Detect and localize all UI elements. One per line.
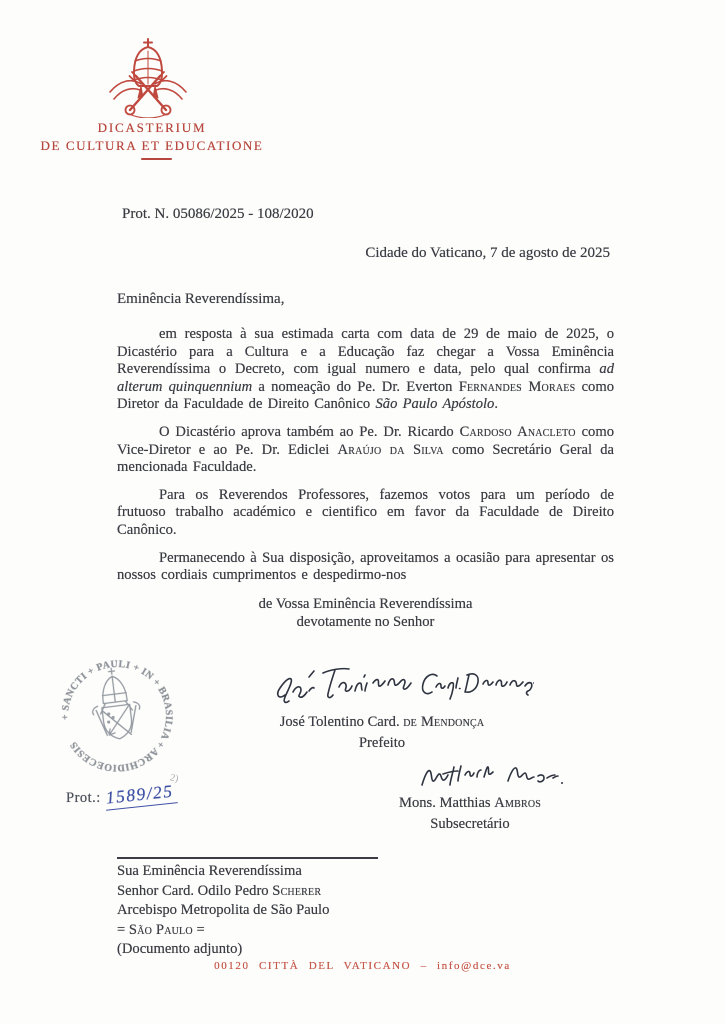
letter-body (117, 326, 614, 632)
stamp-seal-icon (46, 645, 189, 788)
recipient-address (117, 862, 329, 960)
signature-block-subsecretary (370, 793, 570, 835)
closing-line-1: de Vossa Eminência Reverendíssima (258, 595, 473, 612)
footer-address: 00120 CITTÀ DEL VATICANO – info@dce.va (214, 960, 511, 972)
recipient-line-1: Sua Eminência Reverendíssima (117, 863, 302, 879)
recipient-line-3: Arcebispo Metropolita de São Paulo (117, 902, 330, 919)
stamp-protocol-label: Prot.: (66, 790, 101, 806)
salutation: Eminência Reverendíssima, (117, 291, 285, 307)
signature-block-prefect (256, 712, 508, 754)
letterhead (28, 119, 276, 155)
address-divider (117, 857, 378, 859)
pencil-annotation: 2) (168, 772, 180, 785)
handwritten-signature-subsecretary (416, 757, 568, 795)
letterhead-line1: DICASTERIUM (97, 120, 207, 135)
letterhead-divider (141, 158, 172, 160)
recipient-line-4: = São Paulo = (117, 921, 205, 938)
protocol-number: Prot. N. 05086/2025 - 108/2020 (122, 206, 314, 222)
stamp-coat-of-arms (88, 665, 144, 741)
archdiocese-stamp (46, 645, 189, 788)
stamp-ring-text: + SANCTI + PAULI + IN + BRASILIA + ARCHIDIOECESIS (59, 658, 175, 774)
body-paragraph-3: Para os Reverendos Professores, fazemos votos para um período de frutuoso trabalho académico e cientifico em favor da Faculdade de Direito Canônico. (117, 486, 614, 538)
handwritten-signature-prefect (270, 663, 534, 707)
signer-name-subsecretary: Mons. Matthias Ambros (398, 795, 542, 811)
dateline: Cidade do Vaticano, 7 de agosto de 2025 (365, 245, 610, 261)
signer-name-prefect: José Tolentino Card. de Mendonça (279, 714, 485, 730)
recipient-line-2: Senhor Card. Odilo Pedro Scherer (117, 882, 322, 899)
closing-formula (117, 595, 614, 632)
recipient-line-5: (Documento adjunto) (117, 941, 243, 958)
body-paragraph-4: Permanecendo à Sua disposição, aproveitamos a ocasião para apresentar os nossos cordiais cumprimentos e despedirmo-nos (117, 549, 614, 584)
stamp-protocol-number-handwritten: 1589/25 (104, 780, 178, 810)
letterhead-line2: DE CULTURA ET EDUCATIONE (40, 138, 264, 153)
signer-title-prefect: Prefeito (358, 735, 406, 751)
stamp-protocol-entry (66, 780, 177, 809)
body-paragraph-1: em resposta à sua estimada carta com data de 29 de maio de 2025, o Dicastério para a Cultura e a Educação faz chegar a Vossa Eminência Reverendíssima o Decreto, com igual numero e data, pelo qual confirma ad alterum quinquennium a nomeação do Pe. Dr. Everton Fernandes Moraes como Diretor da Faculdade de Direito Canônico São Paulo Apóstolo. (117, 326, 615, 413)
closing-line-2: devotamente no Senhor (296, 614, 435, 631)
body-paragraph-2: O Dicastério aprova também ao Pe. Dr. Ricardo Cardoso Anacleto como Vice-Diretor e ao Pe. Dr. Ediclei Araújo da Silva como Secretário Geral da mencionada Faculdade. (117, 423, 615, 476)
signer-title-subsecretary: Subsecretário (430, 816, 510, 832)
vatican-emblem-icon (106, 36, 190, 118)
